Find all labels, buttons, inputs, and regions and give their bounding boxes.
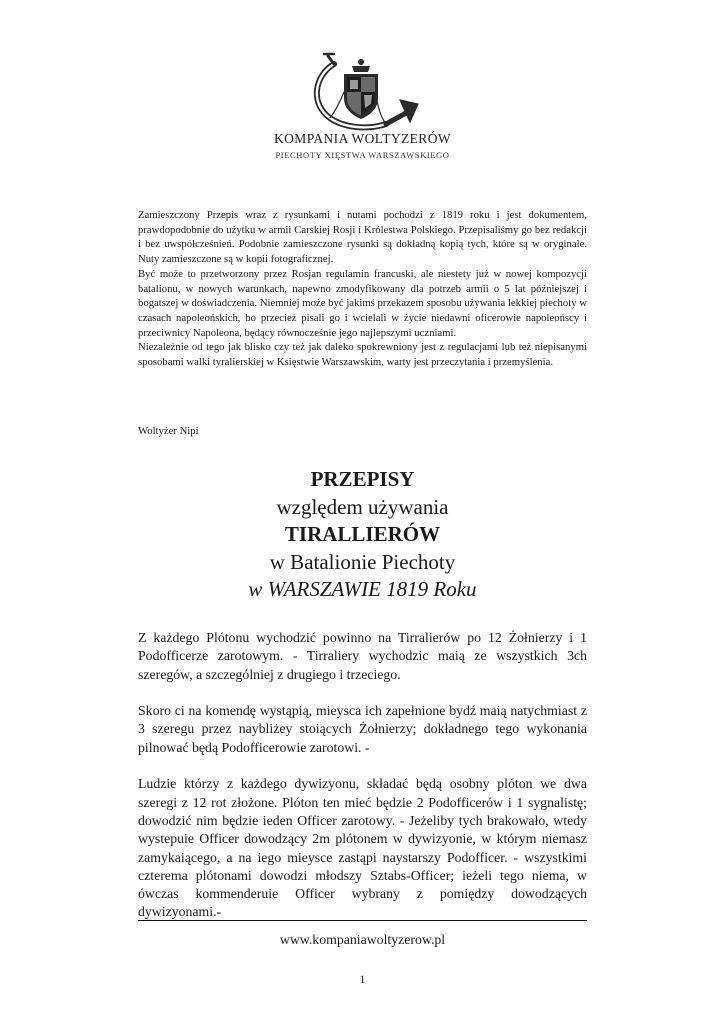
page-number: 1: [359, 972, 366, 986]
title-line: PRZEPISY: [310, 467, 415, 491]
body-paragraph: Z każdego Plótonu wychodzić powinno na Tirralierów po 12 Żołnierzy i 1 Podofficerze zarotowym. - Tirraliery wychodzic maią ze wszystkich 3ch szeregów, a szczególniej z drugiego i trzeciego.: [138, 630, 587, 682]
bugle-horn-with-crest-icon: [300, 52, 424, 138]
intro-paragraph: Być może to przetworzony przez Rosjan regulamin francuski, ale niestety już w nowej kompozycji batalionu, w nowych warunkach, napewno zmodyfikowany dla potrzeb armii o 5 lat późniejszej i bogatszej w doświadczenia. Niemniej może być jakimś przekazem sposobu używania lekkiej piechoty w czasach napoleońskich, bo przecież pisali go i wcielali w życie niedawni oficerowie napoleońscy i przeciwnicy Napoleona, będący równocześnie jego najlepszymi uczniami.: [138, 267, 587, 339]
intro-paragraph: Zamieszczony Przepis wraz z rysunkami i nutami pochodzi z 1819 roku i jest dokumentem, prawdopodobnie do użytku w armii Carskiej Rosji i Królestwa Polskiego. Przepisaliśmy go bez redakcji i bez uwspółcześnień. Podobnie zamieszczone rysunki są dokładną kopią tych, które są w oryginale. Nuty zamieszczone są w kopii fotograficznej.: [138, 209, 587, 266]
organization-subtitle: PIECHOTY XIĘSTWA WARSZAWSKIEGO: [275, 150, 450, 160]
intro-paragraph: Niezależnie od tego jak blisko czy też jak daleko spokrewniony jest z regulacjami lub też niepisanymi sposobami walki tyralierskiej w Księstwie Warszawskim, warty jest przeczytania i przemyślenia.: [138, 341, 587, 369]
footer-divider: [138, 920, 587, 921]
intro-signature: Woltyżer Nipi: [138, 425, 199, 437]
title-line: w Batalionie Piechoty: [269, 549, 456, 574]
document-title: [138, 466, 587, 604]
body-paragraph: Ludzie którzy z każdego dywizyonu, składać będą osobny plóton we dwa szeregi z 12 rot złożone. Plóton ten mieć będzie 2 Podofficerów i 1 sygnalistę; dowodzić nim będzie ieden Officer zarotowy. - Jeżeliby tych brakowało, wtedy wystepuie Officer dowodzący 2m plótonem w dywizyonie, w którym niemasz zamykaiącego, a na iego mieysce zastąpi naystarszy Podofficer. - wszystkimi czterema plótonami dowodzi młodszy Sztabs-Officer; ieżeli tego niema, w ówczas kommenderuie Officer wybrany z pomiędzy dowodzących dywizyonami.-: [138, 776, 587, 920]
title-line: TIRALLIERÓW: [284, 522, 441, 546]
footer-website-link[interactable]: www.kompaniawoltyzerow.pl: [279, 932, 446, 947]
intro-section: [138, 208, 587, 370]
organization-name: KOMPANIA WOLTYZERÓW: [274, 131, 451, 146]
body-paragraph: Skoro ci na komendę wystąpią, mieysca ich zapełnione bydź maią natychmiast z 3 szeregu przez naybliżey stoiących Żołnierzy; dokładnego tego wykonania pilnować będą Podofficerowie zarotowi. -: [138, 703, 587, 755]
title-line: względem używania: [276, 494, 449, 519]
body-section: [138, 629, 587, 940]
title-line: w WARSZAWIE 1819 Roku: [248, 577, 477, 601]
